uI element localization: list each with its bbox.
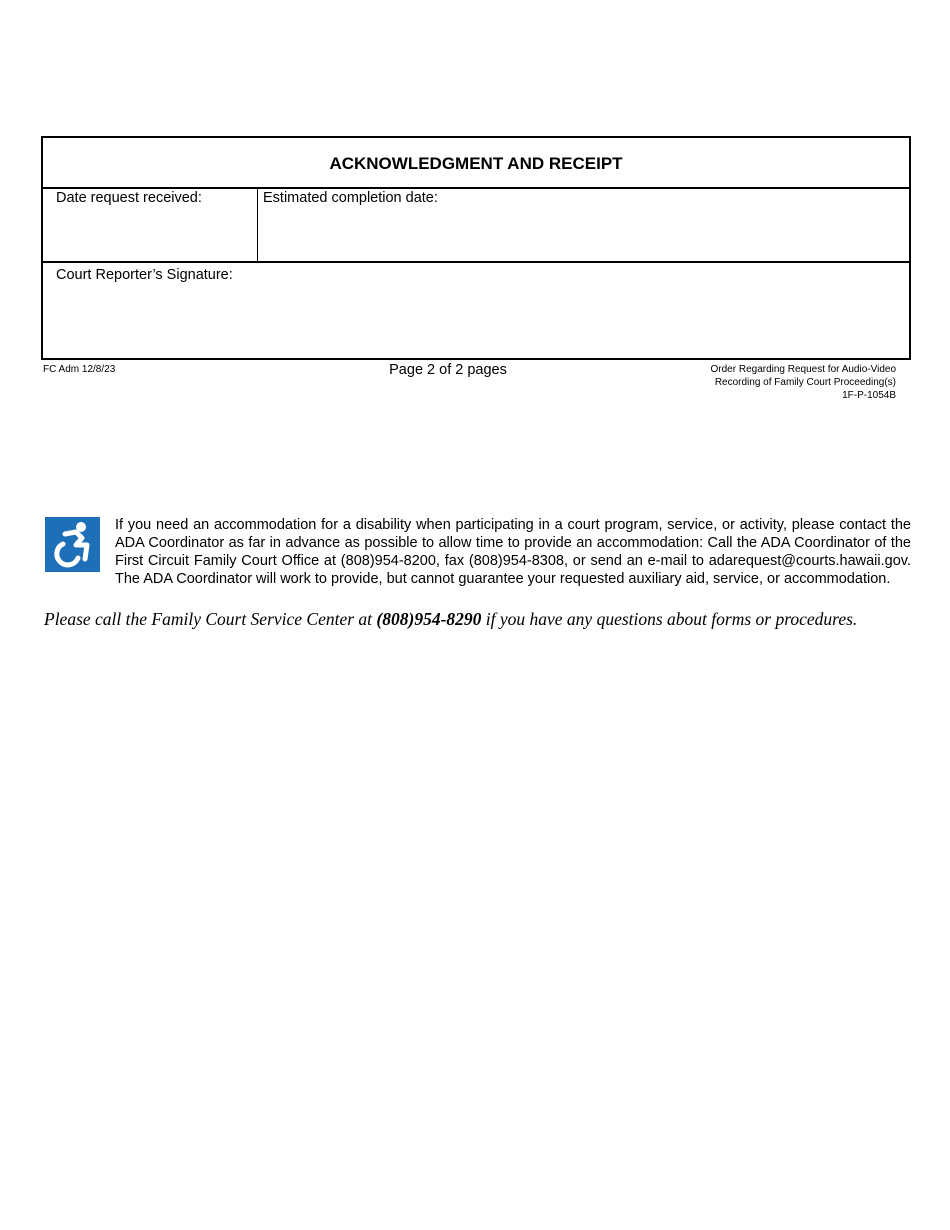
- court-reporter-signature-field[interactable]: [43, 264, 909, 358]
- receipt-dates-row: [43, 189, 909, 263]
- ada-notice: If you need an accommodation for a disability when participating in a court program, service, or activity, please contact the ADA Coordinator as far in advance as possible to allow time to provide an accommodation: Call the ADA Coordinator of the First Circuit Family Court Office at (808)954-8200, fax (808)954-8308, or send an e-mail to adarequest@courts.hawaii.gov. The ADA Coordinator will work to provide, but cannot guarantee your requested auxiliary aid, service, or accommodation.: [115, 517, 911, 587]
- form-identification: [711, 363, 896, 402]
- estimated-completion-date-field[interactable]: [259, 189, 909, 261]
- service-center-prefix: Please call the Family Court Service Center at: [44, 609, 377, 629]
- court-reporter-signature-label: Court Reporter’s Signature:: [56, 267, 233, 283]
- receipt-title: ACKNOWLEDGMENT AND RECEIPT: [43, 138, 909, 189]
- service-center-notice: [44, 609, 914, 630]
- date-request-received-field[interactable]: [43, 189, 258, 261]
- form-title-line1: Order Regarding Request for Audio-Video: [710, 364, 896, 375]
- estimated-completion-date-label: Estimated completion date:: [263, 190, 438, 206]
- page-number: Page 2 of 2 pages: [389, 362, 507, 378]
- date-request-received-label: Date request received:: [56, 190, 202, 206]
- form-number: 1F-P-1054B: [842, 390, 896, 401]
- acknowledgment-receipt-box: [41, 136, 911, 360]
- service-center-suffix: if you have any questions about forms or procedures.: [481, 609, 858, 629]
- service-center-phone: (808)954-8290: [376, 609, 482, 629]
- accessibility-icon: [45, 517, 100, 572]
- form-code: FC Adm 12/8/23: [43, 364, 116, 375]
- form-title-line2: Recording of Family Court Proceeding(s): [714, 377, 896, 388]
